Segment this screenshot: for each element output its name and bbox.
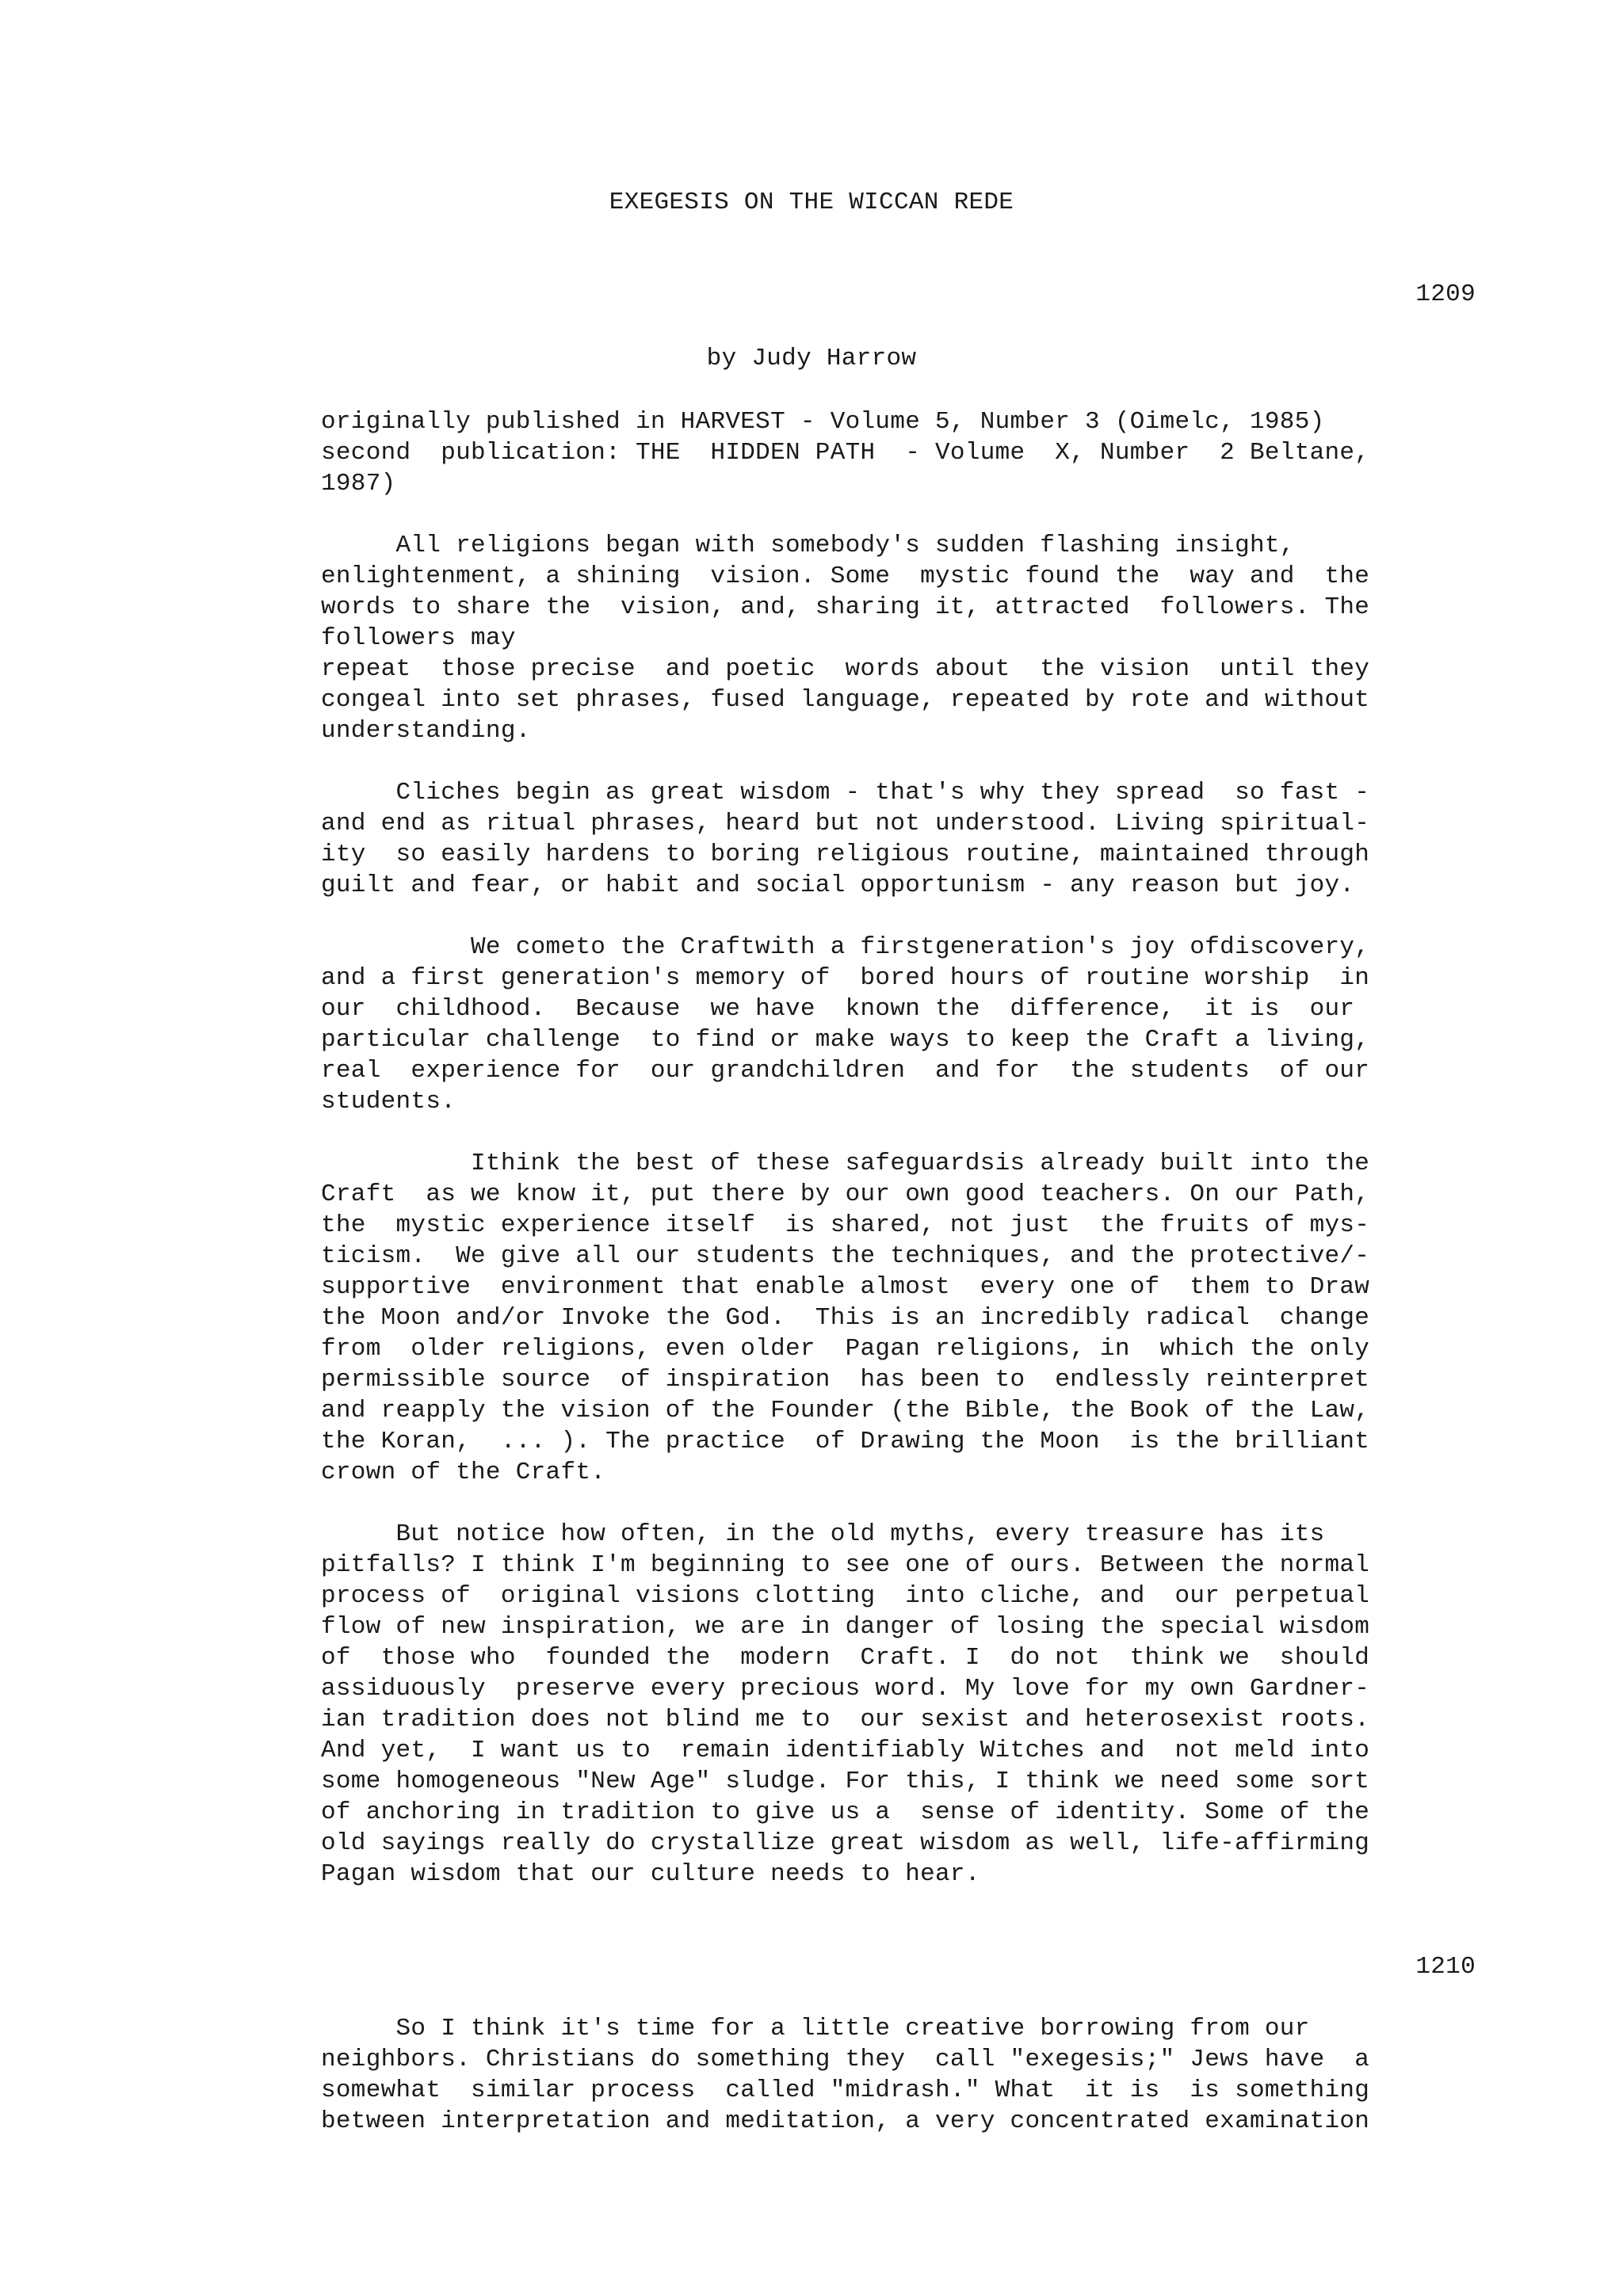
text-line: permissible source of inspiration has been to endlessly reinterpret [321, 1366, 1370, 1394]
page-number: 1209 [1415, 280, 1476, 308]
text-line: Cliches begin as great wisdom - that's why they spread so fast - [321, 779, 1370, 807]
text-line: the Moon and/or Invoke the God. This is an incredibly radical change [321, 1304, 1370, 1332]
text-line: process of original visions clotting into cliche, and our perpetual [321, 1582, 1370, 1610]
text-line: old sayings really do crystallize great wisdom as well, life-affirming [321, 1829, 1370, 1857]
text-line: 1987) [321, 470, 396, 498]
text-line: But notice how often, in the old myths, every treasure has its [321, 1520, 1325, 1548]
text-line: crown of the Craft. [321, 1459, 606, 1486]
text-line: originally published in HARVEST - Volume 5, Number 3 (Oimelc, 1985) [321, 408, 1325, 436]
text-line: somewhat similar process called "midrash." What it is is something [321, 2077, 1370, 2104]
text-line: ian tradition does not blind me to our sexist and heterosexist roots. [321, 1706, 1370, 1733]
text-line: and end as ritual phrases, heard but not understood. Living spiritual- [321, 810, 1370, 837]
text-line: students. [321, 1088, 456, 1116]
text-line: supportive environment that enable almost every one of them to Draw [321, 1273, 1370, 1301]
text-line: followers may [321, 624, 516, 652]
text-line: Ithink the best of these safeguardsis already built into the [321, 1150, 1370, 1177]
text-line: the mystic experience itself is shared, not just the fruits of mys- [321, 1211, 1370, 1239]
text-line: Craft as we know it, put there by our own good teachers. On our Path, [321, 1180, 1370, 1208]
page-number: 1210 [1415, 1953, 1476, 1981]
text-line: guilt and fear, or habit and social opportunism - any reason but joy. [321, 871, 1355, 899]
text-line: assiduously preserve every precious word. My love for my own Gardner- [321, 1675, 1370, 1703]
text-line: repeat those precise and poetic words about the vision until they [321, 655, 1370, 683]
text-line: particular challenge to find or make ways to keep the Craft a living, [321, 1026, 1370, 1054]
text-line: and a first generation's memory of bored hours of routine worship in [321, 964, 1370, 992]
text-line: and reapply the vision of the Founder (the Bible, the Book of the Law, [321, 1397, 1370, 1425]
text-line: understanding. [321, 717, 531, 745]
text-line: our childhood. Because we have known the difference, it is our [321, 995, 1355, 1023]
text-line: So I think it's time for a little creative borrowing from our [321, 2015, 1310, 2042]
text-line: of those who founded the modern Craft. I do not think we should [321, 1644, 1370, 1672]
text-line: flow of new inspiration, we are in danger of losing the special wisdom [321, 1613, 1370, 1641]
text-line: We cometo the Craftwith a firstgeneration's joy ofdiscovery, [321, 933, 1370, 961]
text-line: And yet, I want us to remain identifiably Witches and not meld into [321, 1737, 1370, 1764]
document-title: EXEGESIS ON THE WICCAN REDE [609, 189, 1014, 216]
text-line: pitfalls? I think I'm beginning to see one of ours. Between the normal [321, 1551, 1370, 1579]
text-line: Pagan wisdom that our culture needs to hear. [321, 1860, 980, 1888]
text-line: real experience for our grandchildren and for the students of our [321, 1057, 1370, 1085]
text-line: the Koran, ... ). The practice of Drawing the Moon is the brilliant [321, 1428, 1370, 1455]
text-line: enlightenment, a shining vision. Some mystic found the way and the [321, 563, 1370, 590]
text-line: some homogeneous "New Age" sludge. For this, I think we need some sort [321, 1768, 1370, 1795]
text-line: between interpretation and meditation, a very concentrated examination [321, 2107, 1370, 2135]
text-line: from older religions, even older Pagan religions, in which the only [321, 1335, 1370, 1363]
text-line: second publication: THE HIDDEN PATH - Volume X, Number 2 Beltane, [321, 439, 1370, 467]
text-line: ticism. We give all our students the techniques, and the protective/- [321, 1242, 1370, 1270]
text-line: of anchoring in tradition to give us a sense of identity. Some of the [321, 1798, 1370, 1826]
text-line: ity so easily hardens to boring religious routine, maintained through [321, 841, 1370, 868]
text-line: neighbors. Christians do something they call "exegesis;" Jews have a [321, 2046, 1370, 2073]
text-line: congeal into set phrases, fused language, repeated by rote and without [321, 686, 1370, 714]
byline: by Judy Harrow [706, 345, 917, 372]
text-line: words to share the vision, and, sharing it, attracted followers. The [321, 593, 1370, 621]
text-line: All religions began with somebody's sudden flashing insight, [321, 532, 1295, 559]
